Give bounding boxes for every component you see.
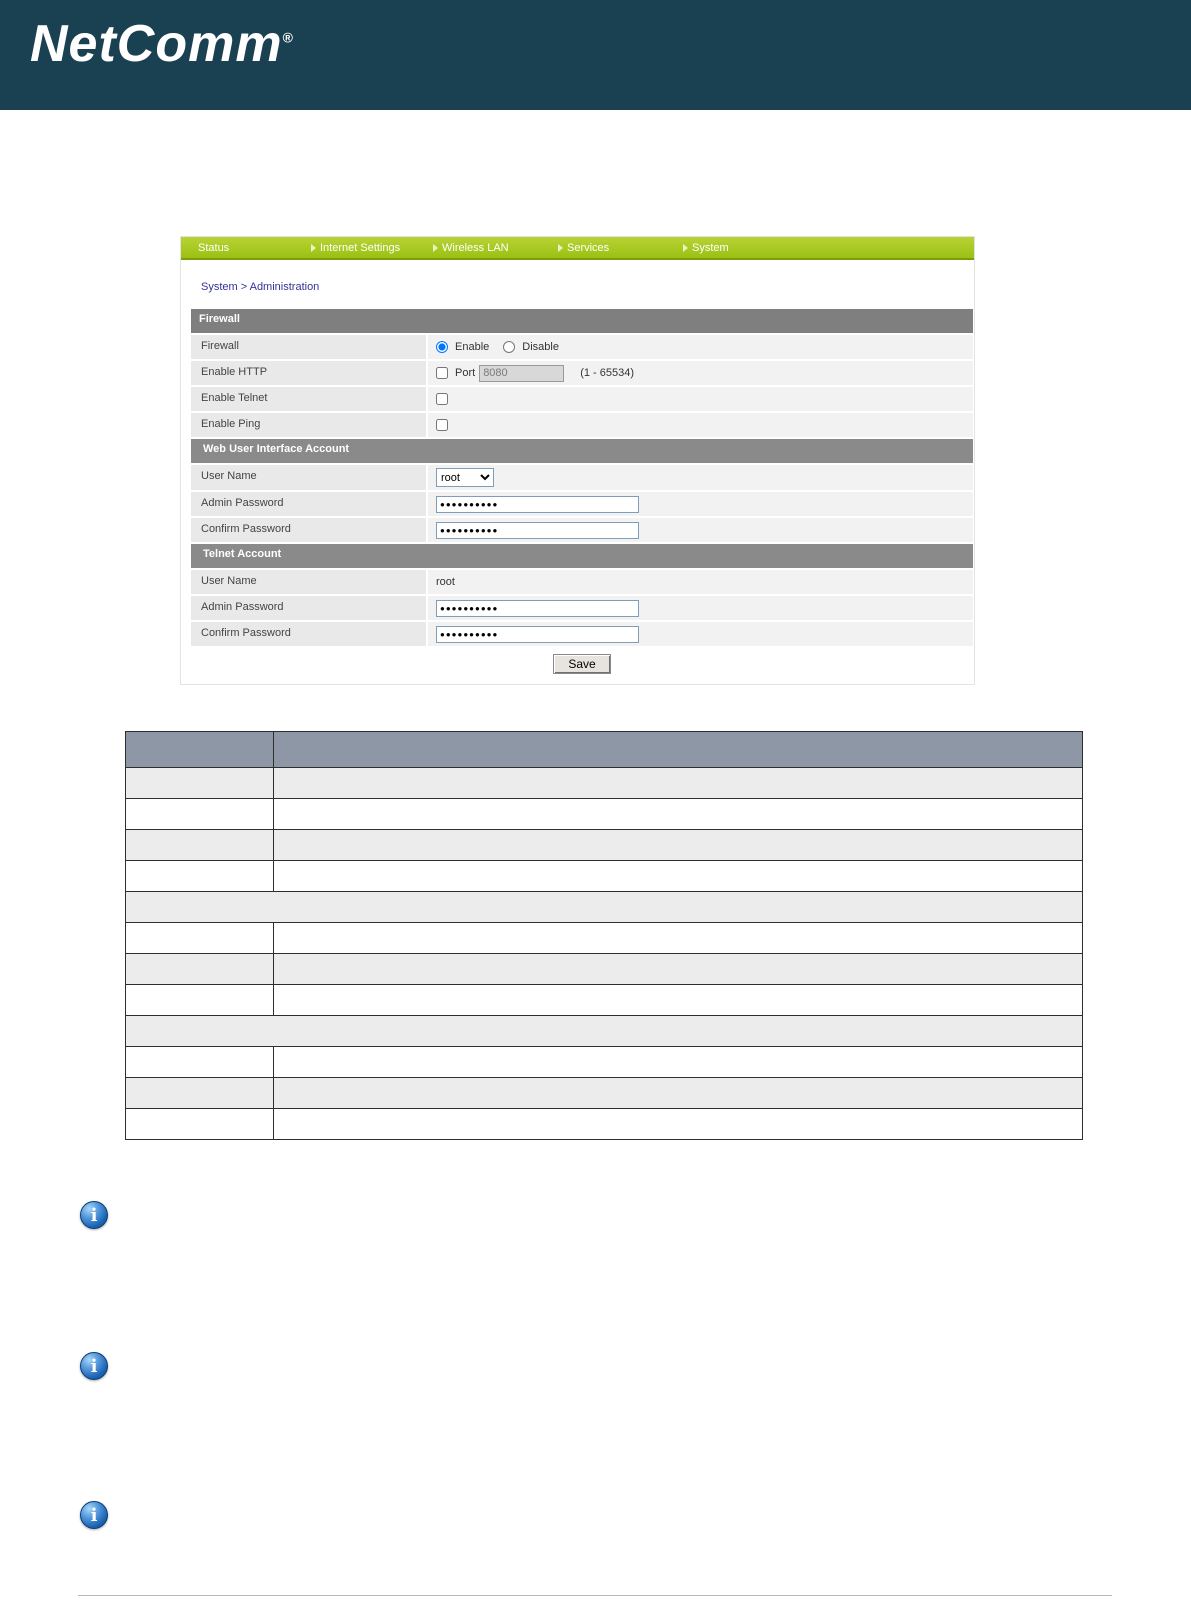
table-row bbox=[126, 1109, 1083, 1140]
telnet-username-label: User Name bbox=[191, 570, 426, 594]
telnet-confirm-password-label: Confirm Password bbox=[191, 622, 426, 646]
table-cell bbox=[274, 768, 1083, 799]
enable-telnet-label: Enable Telnet bbox=[191, 387, 426, 411]
form-row-telnet-confirm-password bbox=[191, 622, 973, 646]
http-port-input[interactable] bbox=[479, 365, 564, 382]
table-cell bbox=[274, 1047, 1083, 1078]
firewall-disable-radio[interactable] bbox=[503, 341, 515, 353]
form-row-telnet-username bbox=[191, 570, 973, 594]
nav-item-services[interactable] bbox=[558, 242, 609, 254]
registered-trademark-icon: ® bbox=[282, 29, 294, 46]
breadcrumb: System > Administration bbox=[201, 281, 320, 293]
reference-table bbox=[125, 731, 1083, 1140]
table-cell bbox=[126, 1047, 274, 1078]
table-cell bbox=[274, 1078, 1083, 1109]
form-row-enable-telnet bbox=[191, 387, 973, 411]
web-confirm-password-input[interactable] bbox=[436, 522, 639, 539]
table-cell bbox=[126, 830, 274, 861]
table-cell bbox=[274, 799, 1083, 830]
info-icon: i bbox=[80, 1201, 108, 1229]
table-row bbox=[126, 799, 1083, 830]
nav-item-label: Internet Settings bbox=[320, 242, 401, 254]
table-row bbox=[126, 1047, 1083, 1078]
table-header-row bbox=[126, 732, 1083, 768]
nav-arrow-icon bbox=[433, 244, 438, 252]
table-cell bbox=[274, 1109, 1083, 1140]
table-cell bbox=[274, 830, 1083, 861]
table-cell bbox=[126, 1016, 1083, 1047]
nav-item-system[interactable] bbox=[683, 242, 729, 254]
nav-item-label: Status bbox=[198, 242, 230, 254]
enable-ping-checkbox[interactable] bbox=[436, 419, 448, 431]
enable-telnet-checkbox[interactable] bbox=[436, 393, 448, 405]
nav-item-label: Wireless LAN bbox=[442, 242, 509, 254]
web-admin-password-input[interactable] bbox=[436, 496, 639, 513]
enable-ping-value bbox=[428, 413, 973, 437]
table-row bbox=[126, 892, 1083, 923]
table-cell bbox=[126, 892, 1083, 923]
web-admin-password-label: Admin Password bbox=[191, 492, 426, 516]
web-confirm-password-value bbox=[428, 518, 973, 542]
table-row bbox=[126, 985, 1083, 1016]
enable-http-checkbox[interactable] bbox=[436, 367, 448, 379]
section-header-web-account: Web User Interface Account bbox=[191, 439, 973, 463]
table-cell bbox=[126, 954, 274, 985]
telnet-confirm-password-input[interactable] bbox=[436, 626, 639, 643]
form-row-web-admin-password bbox=[191, 492, 973, 516]
firewall-enable-label: Enable bbox=[455, 341, 490, 353]
enable-http-value bbox=[428, 361, 973, 385]
form-row-web-confirm-password bbox=[191, 518, 973, 542]
router-admin-screenshot bbox=[180, 236, 975, 685]
save-button[interactable]: Save bbox=[553, 654, 610, 674]
nav-arrow-icon bbox=[311, 244, 316, 252]
logo-text: NetComm bbox=[30, 15, 283, 73]
brand-banner bbox=[0, 0, 1191, 110]
form-row-firewall bbox=[191, 335, 973, 359]
table-header-cell bbox=[274, 732, 1083, 768]
info-icon: i bbox=[80, 1352, 108, 1380]
nav-item-wireless-lan[interactable] bbox=[433, 242, 509, 254]
table-cell bbox=[126, 861, 274, 892]
table-cell bbox=[126, 923, 274, 954]
telnet-username-value bbox=[428, 570, 973, 594]
web-username-select[interactable] bbox=[436, 468, 494, 487]
table-row bbox=[126, 923, 1083, 954]
table-row bbox=[126, 768, 1083, 799]
footer-divider bbox=[78, 1595, 1112, 1596]
save-button-row bbox=[191, 654, 973, 674]
table-cell bbox=[274, 985, 1083, 1016]
form-row-telnet-admin-password bbox=[191, 596, 973, 620]
info-icon: i bbox=[80, 1501, 108, 1529]
section-header-telnet-account: Telnet Account bbox=[191, 544, 973, 568]
table-cell bbox=[126, 985, 274, 1016]
table-cell bbox=[274, 923, 1083, 954]
table-cell bbox=[126, 1078, 274, 1109]
enable-ping-label: Enable Ping bbox=[191, 413, 426, 437]
web-confirm-password-label: Confirm Password bbox=[191, 518, 426, 542]
firewall-value bbox=[428, 335, 973, 359]
firewall-disable-label: Disable bbox=[522, 341, 559, 353]
netcomm-logo bbox=[30, 14, 294, 74]
table-row bbox=[126, 954, 1083, 985]
form-row-enable-ping bbox=[191, 413, 973, 437]
telnet-admin-password-value bbox=[428, 596, 973, 620]
web-username-value bbox=[428, 465, 973, 490]
table-cell bbox=[274, 954, 1083, 985]
table-cell bbox=[126, 1109, 274, 1140]
web-admin-password-value bbox=[428, 492, 973, 516]
telnet-admin-password-input[interactable] bbox=[436, 600, 639, 617]
telnet-admin-password-label: Admin Password bbox=[191, 596, 426, 620]
nav-item-status[interactable] bbox=[198, 242, 229, 254]
top-nav-bar bbox=[181, 237, 974, 260]
firewall-enable-radio[interactable] bbox=[436, 341, 448, 353]
table-row bbox=[126, 830, 1083, 861]
section-header-firewall: Firewall bbox=[191, 309, 973, 333]
table-cell bbox=[126, 768, 274, 799]
table-row bbox=[126, 1016, 1083, 1047]
reference-table-body bbox=[126, 768, 1083, 1140]
table-header-cell bbox=[126, 732, 274, 768]
port-range-hint: (1 - 65534) bbox=[580, 367, 634, 379]
telnet-username-text: root bbox=[436, 576, 455, 588]
table-cell bbox=[126, 799, 274, 830]
enable-http-label: Enable HTTP bbox=[191, 361, 426, 385]
table-row bbox=[126, 861, 1083, 892]
administration-form bbox=[191, 309, 973, 674]
table-cell bbox=[274, 861, 1083, 892]
form-row-enable-http bbox=[191, 361, 973, 385]
form-row-web-username bbox=[191, 465, 973, 490]
nav-item-label: System bbox=[692, 242, 729, 254]
nav-item-label: Services bbox=[567, 242, 610, 254]
enable-telnet-value bbox=[428, 387, 973, 411]
firewall-label: Firewall bbox=[191, 335, 426, 359]
nav-arrow-icon bbox=[683, 244, 688, 252]
telnet-confirm-password-value bbox=[428, 622, 973, 646]
web-username-label: User Name bbox=[191, 465, 426, 490]
nav-arrow-icon bbox=[558, 244, 563, 252]
port-label: Port bbox=[455, 367, 476, 379]
nav-item-internet-settings[interactable] bbox=[311, 242, 400, 254]
table-row bbox=[126, 1078, 1083, 1109]
